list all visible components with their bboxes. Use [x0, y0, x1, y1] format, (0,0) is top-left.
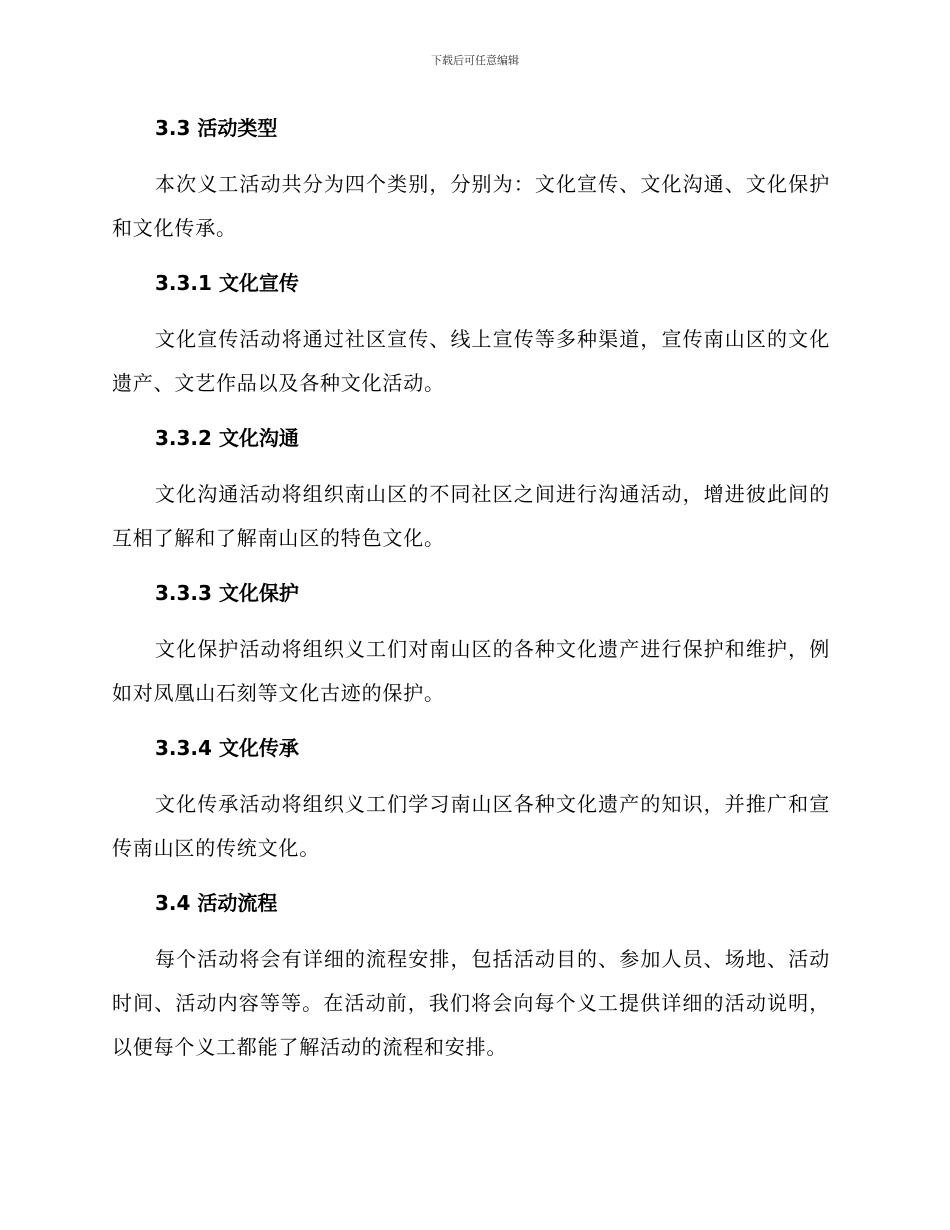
section-paragraph-3-3-3: 文化保护活动将组织义工们对南山区的各种文化遗产进行保护和维护，例如对凤凰山石刻等文化古迹的保护。 — [112, 637, 830, 705]
section-heading-3-3: 3.3 活动类型 — [155, 116, 278, 140]
section-paragraph-3-4: 每个活动将会有详细的流程安排，包括活动目的、参加人员、场地、活动时间、活动内容等等。在活动前，我们将会向每个义工提供详细的活动说明，以便每个义工都能了解活动的流程和安排。 — [112, 947, 830, 1059]
document-body — [112, 110, 830, 1069]
section-heading-3-4: 3.4 活动流程 — [155, 891, 278, 915]
page-header-note: 下载后可任意编辑 — [431, 54, 519, 67]
section-heading-3-3-2: 3.3.2 文化沟通 — [155, 426, 299, 450]
section-heading-3-3-4: 3.3.4 文化传承 — [155, 736, 299, 760]
section-paragraph-3-3: 本次义工活动共分为四个类别，分别为：文化宣传、文化沟通、文化保护和文化传承。 — [112, 172, 830, 240]
section-paragraph-3-3-2: 文化沟通活动将组织南山区的不同社区之间进行沟通活动，增进彼此间的互相了解和了解南山区的特色文化。 — [112, 482, 830, 550]
section-heading-3-3-3: 3.3.3 文化保护 — [155, 581, 299, 605]
section-heading-3-3-1: 3.3.1 文化宣传 — [155, 271, 299, 295]
section-paragraph-3-3-4: 文化传承活动将组织义工们学习南山区各种文化遗产的知识，并推广和宣传南山区的传统文化。 — [112, 792, 830, 860]
section-paragraph-3-3-1: 文化宣传活动将通过社区宣传、线上宣传等多种渠道，宣传南山区的文化遗产、文艺作品以及各种文化活动。 — [112, 327, 830, 395]
